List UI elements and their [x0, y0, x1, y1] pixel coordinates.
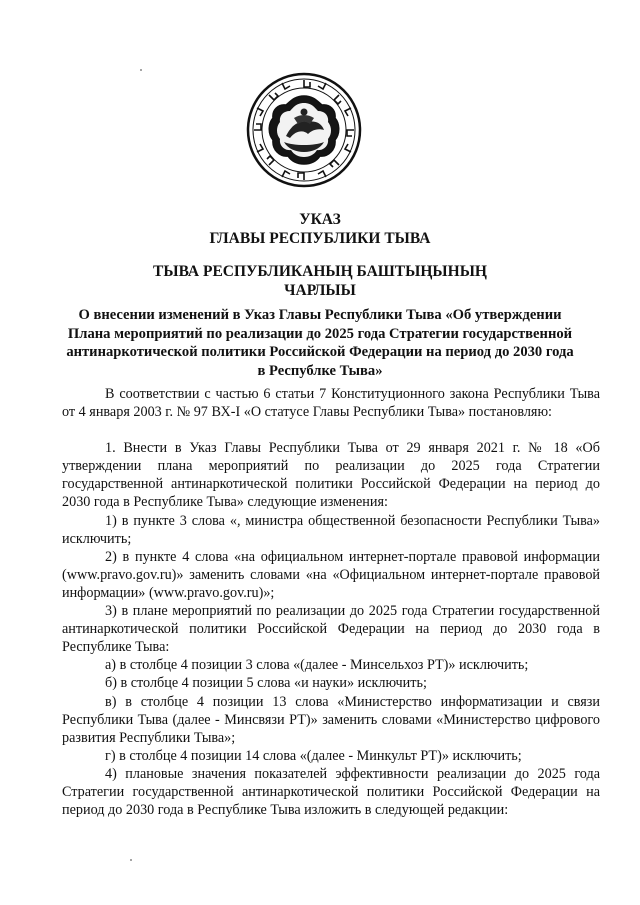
body-paragraph: а) в столбце 4 позиции 3 слова «(далее - Минсельхоз РТ)» исключить;	[105, 657, 529, 674]
decree-title-line: ГЛАВЫ РЕСПУБЛИКИ ТЫВА	[209, 230, 431, 247]
body-paragraph: 2) в пункте 4 слова «на официальном интернет-портале правовой информации (www.pravo.gov.ru)» заменить словами «на «Официальном интернет-портале правовой информации» (www.pravo.gov.ru)»;	[62, 548, 600, 601]
scan-speck	[140, 69, 142, 71]
decree-subject	[0, 306, 640, 380]
body-paragraph: 3) в плане мероприятий по реализации до 2025 года Стратегии государственной антинаркотической политики Российской Федерации на период до 2030 года в Республике Тыва:	[62, 603, 600, 656]
tuvan-title-line: ТЫВА РЕСПУБЛИКАНЫҢ БАШТЫҢЫНЫҢ	[153, 263, 487, 280]
coat-of-arms-emblem	[246, 72, 362, 188]
decree-subject-line: О внесении изменений в Указ Главы Республики Тыва «Об утверждении	[78, 307, 562, 323]
body-paragraph: б) в столбце 4 позиции 5 слова «и науки» исключить;	[105, 675, 427, 692]
decree-subject-line: Плана мероприятий по реализации до 2025 года Стратегии государственной	[67, 325, 573, 342]
tuvan-title-line: ЧАРЛЫЫ	[284, 282, 356, 299]
preamble-paragraph: В соответствии с частью 6 статьи 7 Конституционного закона Республики Тыва от 4 января 2003 г. № 97 ВХ-I «О статусе Главы Республики Тыва» постановляю:	[62, 386, 600, 421]
body-paragraph: 1. Внести в Указ Главы Республики Тыва от 29 января 2021 г. № 18 «Об утверждении плана мероприятий по реализации до 2025 года Стратегии государственной антинаркотической политики Российской Федерации на период до 2030 года в Республике Тыва» следующие изменения:	[62, 440, 600, 511]
decree-subject-line: в Республке Тыва»	[257, 362, 383, 379]
decree-subject-line: антинаркотической политики Российской Федерации на период до 2030 года	[66, 344, 574, 360]
body-paragraph: 1) в пункте 3 слова «, министра общественной безопасности Республики Тыва» исключить;	[62, 512, 600, 547]
decree-title	[0, 210, 640, 248]
tuvan-title	[0, 262, 640, 300]
scan-speck	[130, 859, 132, 861]
body-paragraph: в) в столбце 4 позиции 13 слова «Министерство информатизации и связи Республики Тыва (далее - Минсвязи РТ)» заменить словами «Министерство цифрового развития Республики Тыва»;	[62, 693, 600, 746]
decree-title-line: УКАЗ	[299, 211, 341, 228]
body-paragraph: г) в столбце 4 позиции 14 слова «(далее - Минкульт РТ)» исключить;	[105, 747, 522, 764]
body-paragraph: 4) плановые значения показателей эффективности реализации до 2025 года Стратегии государственной антинаркотической политики Российской Федерации на период до 2030 года в Республике Тыва изложить в следующей редакции:	[62, 765, 600, 819]
decree-body	[62, 385, 600, 819]
